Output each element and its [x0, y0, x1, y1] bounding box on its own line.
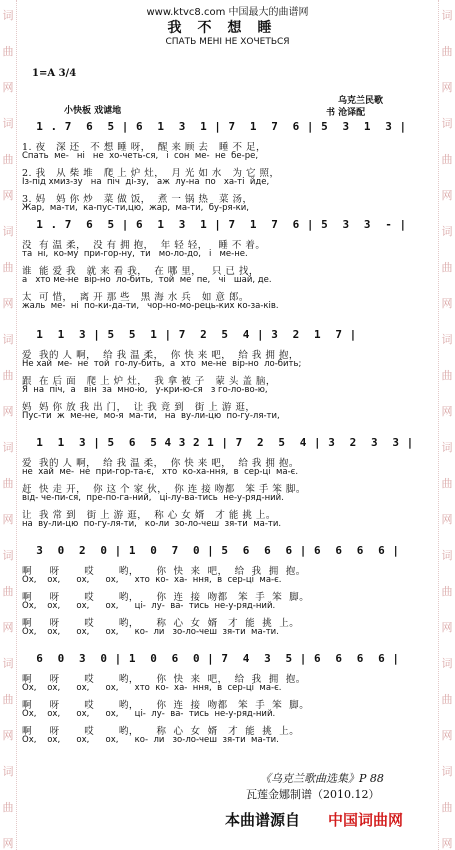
song-subtitle: СПАТЬ МЕНІ НЕ ХОЧЕТЬСЯ	[165, 37, 290, 47]
watermark-char: 网	[2, 189, 14, 202]
watermark-char: 曲	[2, 45, 14, 58]
notation-line: 3 0 2 0 | 1 0 7 0 | 5 6 6 6 | 6 6 6 6 |	[22, 544, 400, 557]
lyric-line-ukrainian: Ох, ох, ох, ох, ко- ли зо-ло-чеш зя-ти ма-ти.	[22, 735, 279, 745]
watermark-char: 词	[441, 117, 453, 130]
watermark-char: 词	[441, 9, 453, 22]
notation-line: 1 1 3 | 5 6 5 4 3 2 1 | 7 2 5 4 | 3 2 3 3 |	[22, 436, 414, 449]
notation-line: 1 . 7 6 5 | 6 1 3 1 | 7 1 7 6 | 5 3 3 - |	[22, 218, 407, 231]
lyric-line-ukrainian: Спать ме- ні не хо-четь-ся, і сон ме- не бе-ре,	[22, 151, 259, 161]
notation-line: 1 . 7 6 5 | 6 1 3 1 | 7 1 7 6 | 5 3 1 3 |	[22, 120, 407, 133]
song-title: 我不想睡	[167, 20, 288, 36]
watermark-char: 网	[2, 621, 14, 634]
watermark-char: 词	[2, 333, 14, 346]
watermark-char: 曲	[2, 585, 14, 598]
watermark-char: 网	[441, 405, 453, 418]
source-citation: 《乌克兰歌曲选集》P 88	[260, 772, 384, 785]
watermark-char: 曲	[2, 369, 14, 382]
watermark-char: 网	[441, 513, 453, 526]
watermark-char: 词	[441, 549, 453, 562]
copyist-credit: 瓦莲金娜制谱（2010.12）	[246, 788, 380, 801]
lyric-line-chinese: 妈 妈 你 放 我 出 门， 让 我 竟 到 街 上 游 逛，	[22, 402, 256, 413]
key-signature: 1=A 3/4	[32, 68, 77, 79]
watermark-char: 曲	[2, 801, 14, 814]
site-header[interactable]: www.ktvc8.com 中国最大的曲谱网	[146, 7, 309, 18]
lyric-line-ukrainian: не хай ме- не при-гор-та-є, хто ко-ха-ння, в сер-ці ма-є.	[22, 467, 299, 477]
lyric-line-ukrainian: Ох, ох, ох, ох, ці- лу- ва- тись не-у-ряд-ний.	[22, 601, 276, 611]
watermark-char: 曲	[441, 585, 453, 598]
watermark-char: 网	[441, 189, 453, 202]
watermark-char: 词	[2, 549, 14, 562]
lyric-line-chinese: 3. 妈 妈 你 炒 菜 做 饭， 煮 一 锅 热 菜 汤，	[22, 194, 253, 205]
lyric-line-ukrainian: та ні, ко-му при-гор-ну, ти мо-ло-до, і ме-не.	[22, 249, 248, 259]
footer-label: 本曲谱源自	[225, 811, 301, 829]
lyric-line-chinese: 谁 能 爱 我 就 来 看 我， 在 哪 里， 只 已 找，	[22, 266, 259, 277]
left-watermark-strip	[0, 0, 17, 850]
watermark-char: 网	[2, 837, 14, 850]
watermark-char: 曲	[441, 153, 453, 166]
watermark-char: 曲	[2, 153, 14, 166]
lyric-line-chinese: 2. 我 从 柴 堆 爬 上 炉 灶， 月 光 如 水 为 它 照，	[22, 168, 280, 179]
lyric-line-ukrainian: на ву-ли-цю по-гу-ля-ти, ко-ли зо-ло-чеш зя-ти ма-ти.	[22, 519, 282, 529]
watermark-char: 曲	[2, 477, 14, 490]
lyric-line-ukrainian: Ох, ох, ох, ох, хто ко- ха- ння, в сер-ці ма-є.	[22, 575, 282, 585]
watermark-char: 词	[441, 225, 453, 238]
tempo-mark: 小快板 戏谑地	[64, 106, 122, 116]
lyric-line-chinese: 跟 在 后 面 爬 上 炉 灶， 我 拿 被 子 蒙 头 盖 脑，	[22, 376, 276, 387]
watermark-char: 曲	[441, 477, 453, 490]
lyric-line-chinese: 啊 呀 哎 哟， 称 心 女 婿 才 能 挑 上。	[22, 618, 300, 629]
arranger: 书 沧译配	[326, 108, 366, 118]
watermark-char: 词	[2, 441, 14, 454]
footer-brand[interactable]: 中国词曲网	[328, 811, 404, 829]
watermark-char: 曲	[2, 693, 14, 706]
watermark-char: 词	[441, 765, 453, 778]
watermark-char: 网	[441, 837, 453, 850]
watermark-char: 曲	[441, 693, 453, 706]
lyric-line-ukrainian: від- че-пи-ся, пре-по-га-ний, ці-лу-ва-тись не-у-ряд-ний.	[22, 493, 284, 503]
watermark-char: 词	[441, 657, 453, 670]
watermark-char: 曲	[441, 369, 453, 382]
watermark-char: 网	[2, 297, 14, 310]
watermark-char: 网	[2, 405, 14, 418]
watermark-char: 网	[441, 297, 453, 310]
watermark-char: 网	[441, 81, 453, 94]
watermark-char: 网	[2, 81, 14, 94]
watermark-char: 词	[441, 441, 453, 454]
watermark-char: 曲	[2, 261, 14, 274]
watermark-char: 曲	[441, 261, 453, 274]
lyric-line-ukrainian: Із-під хмиз-зу на піч ді-зу, аж лу-на по ха-ті йде,	[22, 177, 270, 187]
lyric-line-chinese: 没 有 温 柔， 没 有 拥 抱， 年 轻 轻， 睡 不 着。	[22, 240, 266, 251]
lyric-line-chinese: 啊 呀 哎 哟， 你 连 接 吻都 笨 手 笨 脚。	[22, 700, 310, 711]
lyric-line-ukrainian: Я на піч, а він за мно-ю, у-кри-ю-ся з го-ло-во-ю,	[22, 385, 268, 395]
lyric-line-ukrainian: Пус-ти ж ме-не, мо-я ма-ти, на ву-ли-цю по-гу-ля-ти,	[22, 411, 280, 421]
lyric-line-ukrainian: Ох, ох, ох, ох, ці- лу- ва- тись не-у-ряд-ний.	[22, 709, 276, 719]
watermark-char: 词	[2, 9, 14, 22]
lyric-line-chinese: 1. 夜 深 还 不 想 睡 呀， 醒 来 顾 去 睡 不 足，	[22, 142, 266, 153]
lyric-line-ukrainian: жаль ме- ні по-ки-да-ти, чор-но-мо-рець-ких ко-за-ків.	[22, 301, 279, 311]
watermark-char: 曲	[441, 801, 453, 814]
lyric-line-chinese: 赶 快 走 开， 你 这 个 家 伙， 你 连 接 吻都 笨 手 笨 脚。	[22, 484, 306, 495]
watermark-char: 曲	[441, 45, 453, 58]
watermark-char: 网	[441, 621, 453, 634]
watermark-char: 词	[2, 765, 14, 778]
lyric-line-ukrainian: а хто ме-не вір-но ло-бить, той ме пе, чі шай, де.	[22, 275, 272, 285]
notation-line: 1 1 3 | 5 5 1 | 7 2 5 4 | 3 2 1 7 |	[22, 328, 357, 341]
lyric-line-chinese: 爱 我的 人 啊， 给 我 温 柔， 你 快 来 吧， 给 我 拥 抱，	[22, 350, 299, 361]
watermark-char: 词	[2, 117, 14, 130]
notation-line: 6 0 3 0 | 1 0 6 0 | 7 4 3 5 | 6 6 6 6 |	[22, 652, 400, 665]
lyric-line-chinese: 啊 呀 哎 哟， 你 连 接 吻都 笨 手 笨 脚。	[22, 592, 310, 603]
lyric-line-ukrainian: Ох, ох, ох, ох, хто ко- ха- ння, в сер-ці ма-є.	[22, 683, 282, 693]
lyric-line-chinese: 爱 我的 人 啊， 给 我 温 柔， 你 快 来 吧， 给 我 拥 抱。	[22, 458, 299, 469]
lyric-line-ukrainian: Ох, ох, ох, ох, ко- ли зо-ло-чеш зя-ти ма-ти.	[22, 627, 279, 637]
watermark-char: 词	[441, 333, 453, 346]
lyric-line-chinese: 太 可 惜， 离 开 那 些 黑 海 水 兵 如 意 郎。	[22, 292, 249, 303]
watermark-char: 词	[2, 657, 14, 670]
watermark-char: 网	[441, 729, 453, 742]
song-origin: 乌克兰民歌	[338, 96, 384, 106]
watermark-char: 网	[2, 513, 14, 526]
lyric-line-chinese: 啊 呀 哎 哟， 称 心 女 婿 才 能 挑 上。	[22, 726, 300, 737]
watermark-char: 网	[2, 729, 14, 742]
lyric-line-ukrainian: Не хай ме- не той го-лу-бить, а хто ме-не вір-но ло-бить;	[22, 359, 302, 369]
lyric-line-chinese: 啊 呀 哎 哟， 你 快 来 吧， 给 我 拥 抱。	[22, 566, 306, 577]
score-page	[22, 0, 433, 850]
right-watermark-strip	[438, 0, 455, 850]
lyric-line-ukrainian: Жар, ма-ти, ка-пус-ти,цю, жар, ма-ти, бу-ря-ки,	[22, 203, 250, 213]
watermark-char: 词	[2, 225, 14, 238]
lyric-line-chinese: 啊 呀 哎 哟， 你 快 来 吧， 给 我 拥 抱。	[22, 674, 306, 685]
lyric-line-chinese: 让 我 常 到 街 上 游 逛， 称 心 女 婿 才 能 挑 上。	[22, 510, 276, 521]
